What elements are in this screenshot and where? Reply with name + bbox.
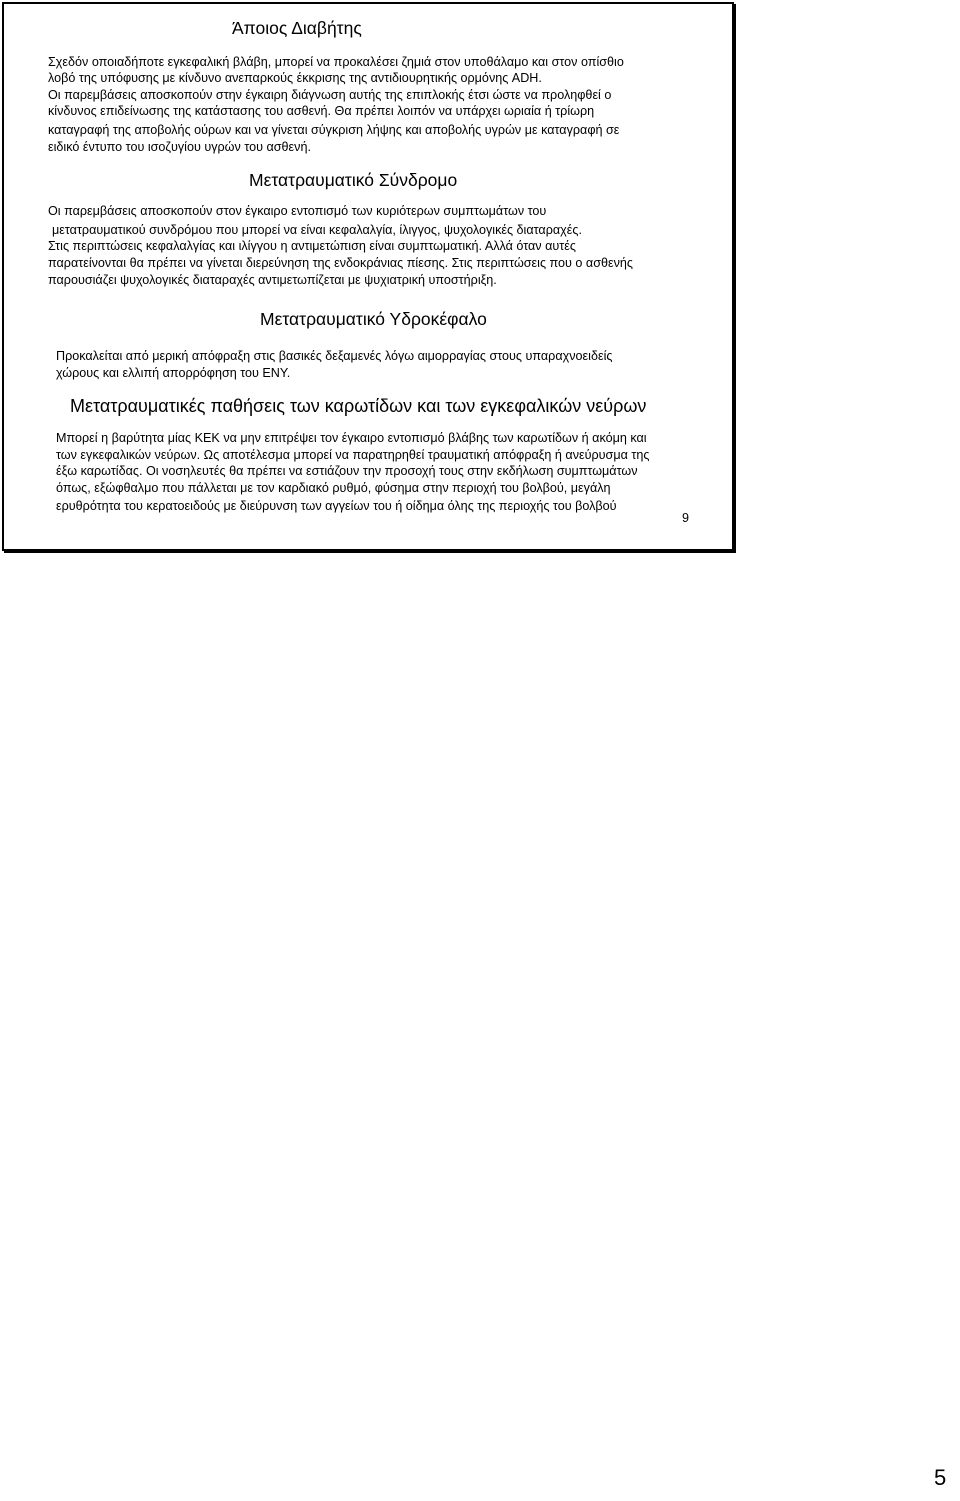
section-title-post-traumatic-hydrocephalus: Μετατραυματικό Υδροκέφαλο	[260, 309, 487, 329]
section-title-post-traumatic-syndrome: Μετατραυματικό Σύνδρομο	[249, 170, 458, 190]
page-number: 5	[934, 1465, 947, 1490]
paragraph-line: Οι παρεμβάσεις αποσκοπούν στην έγκαιρη διάγνωση αυτής της επιπλοκής έτσι ώστε να προληφθεί ο	[48, 88, 612, 102]
paragraph-line: ειδικό έντυπο του ισοζυγίου υγρών του ασθενή.	[48, 140, 311, 154]
paragraph-line: ερυθρότητα του κερατοειδούς με διεύρυνση των αγγείων του ή οίδημα όλης της περιοχής του βολβού	[56, 499, 617, 513]
paragraph-line: Προκαλείται από μερική απόφραξη στις βασικές δεξαμενές λόγω αιμορραγίας στους υπαραχνοειδείς	[56, 349, 613, 363]
paragraph-line: έξω καρωτίδας. Οι νοσηλευτές θα πρέπει να εστιάζουν την προσοχή τους στην εκδήλωση συμπτωμάτων	[56, 464, 638, 478]
paragraph-line: παρουσιάζει ψυχολογικές διαταραχές αντιμετωπίζεται με ψυχιατρική υποστήριξη.	[48, 273, 497, 287]
paragraph-line: παρατείνονται θα πρέπει να γίνεται διερεύνηση της ενδοκράνιας πίεσης. Στις περιπτώσεις που ο ασθενής	[48, 256, 633, 270]
paragraph-line: των εγκεφαλικών νεύρων. Ως αποτέλεσμα μπορεί να παρατηρηθεί τραυματική απόφραξη ή ανεύρυσμα της	[56, 448, 650, 462]
paragraph-line: Μπορεί η βαρύτητα μίας ΚΕΚ να μην επιτρέψει τον έγκαιρο εντοπισμό βλάβης των καρωτίδων ή ακόμη και	[56, 431, 647, 445]
paragraph-line: κίνδυνος επιδείνωσης της κατάστασης του ασθενή. Θα πρέπει λοιπόν να υπάρχει ωριαία ή τρίωρη	[48, 104, 595, 118]
paragraph-line: λοβό της υπόφυσης με κίνδυνο ανεπαρκούς έκκρισης της αντιδιουρητικής ορμόνης ADH.	[48, 71, 542, 85]
paragraph-line: όπως, εξώφθαλμο που πάλλεται με τον καρδιακό ρυθμό, φύσημα στην περιοχή του βολβού, μεγάλη	[56, 481, 611, 495]
paragraph-line: χώρους και ελλιπή απορρόφηση του ΕΝΥ.	[56, 366, 291, 380]
paragraph-line: καταγραφή της αποβολής ούρων και να γίνεται σύγκριση λήψης και αποβολής υγρών με καταγραφή σε	[48, 123, 620, 137]
paragraph-line: μετατραυματικού συνδρόμου που μπορεί να είναι κεφαλαλγία, ίλιγγος, ψυχολογικές διαταραχές.	[52, 223, 582, 237]
section-title-diabetes-insipidus: Άποιος Διαβήτης	[232, 18, 362, 38]
paragraph-line: Οι παρεμβάσεις αποσκοπούν στον έγκαιρο εντοπισμό των κυριότερων συμπτωμάτων του	[48, 204, 547, 218]
paragraph-line: Στις περιπτώσεις κεφαλαλγίας και ιλίγγου η αντιμετώπιση είναι συμπτωματική. Αλλά όταν αυτές	[48, 239, 576, 253]
section-title-carotid-and-cranial-nerve-disorders: Μετατραυματικές παθήσεις των καρωτίδων και των εγκεφαλικών νεύρων	[70, 396, 647, 416]
paragraph-line: Σχεδόν οποιαδήποτε εγκεφαλική βλάβη, μπορεί να προκαλέσει ζημιά στον υποθάλαμο και στον οπίσθιο	[48, 55, 624, 69]
slide-number: 9	[682, 511, 690, 525]
slide-frame	[2, 2, 734, 551]
